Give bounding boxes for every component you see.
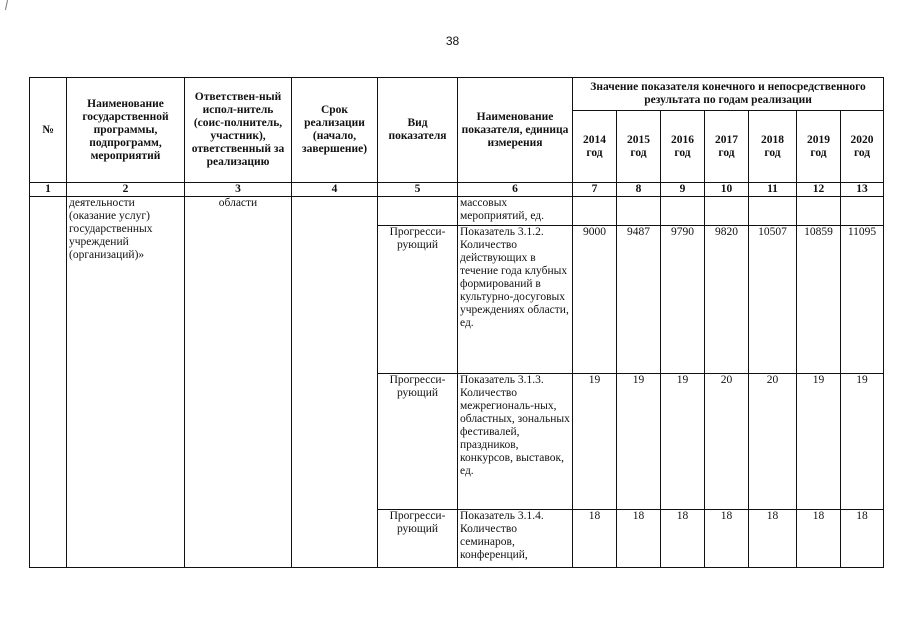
responsible-cell: области	[185, 197, 292, 568]
page-number: 38	[445, 34, 460, 48]
value-cell: 18	[705, 510, 749, 568]
value-cell: 20	[749, 374, 797, 510]
value-cell: 18	[749, 510, 797, 568]
value-cell: 10859	[797, 226, 841, 374]
indicator-type: Прогресси-рующий	[378, 510, 458, 568]
header-year: 2014 год	[573, 111, 617, 183]
column-number: 10	[705, 183, 749, 197]
indicator-type: Прогресси-рующий	[378, 374, 458, 510]
header-indicator-name: Наименование показателя, единица измерения	[458, 78, 573, 183]
indicator-name: Показатель 3.1.3. Количество межрегиональ-ных, областных, зональных фестивалей, праздников, конкурсов, выставок, ед.	[458, 374, 573, 510]
value-cell	[573, 197, 617, 226]
header-no: №	[30, 78, 67, 183]
value-cell: 18	[797, 510, 841, 568]
value-cell: 9000	[573, 226, 617, 374]
column-number: 7	[573, 183, 617, 197]
column-number: 2	[67, 183, 185, 197]
indicator-type: Прогресси-рующий	[378, 226, 458, 374]
indicator-table	[29, 77, 884, 568]
header-year: 2020 год	[841, 111, 884, 183]
value-cell: 19	[617, 374, 661, 510]
header-responsible: Ответствен-ный испол-нитель (соис-полнитель, участник), ответственный за реализацию	[185, 78, 292, 183]
value-cell: 19	[841, 374, 884, 510]
value-cell: 19	[797, 374, 841, 510]
term-cell	[292, 197, 378, 568]
header-indicator-type: Вид показателя	[378, 78, 458, 183]
header-year: 2016 год	[661, 111, 705, 183]
value-cell: 10507	[749, 226, 797, 374]
indicator-name: Показатель 3.1.2. Количество действующих в течение года клубных формирований в культурно-досуговых учреждениях области, ед.	[458, 226, 573, 374]
header-term: Срок реализации (начало, завершение)	[292, 78, 378, 183]
column-number: 11	[749, 183, 797, 197]
value-cell: 19	[573, 374, 617, 510]
value-cell: 11095	[841, 226, 884, 374]
program-name-cell: деятельности (оказание услуг) государственных учреждений (организаций)»	[67, 197, 185, 568]
value-cell	[797, 197, 841, 226]
indicator-type	[378, 197, 458, 226]
column-number: 1	[30, 183, 67, 197]
value-cell: 18	[661, 510, 705, 568]
column-number: 8	[617, 183, 661, 197]
value-cell	[705, 197, 749, 226]
value-cell	[617, 197, 661, 226]
header-year: 2017 год	[705, 111, 749, 183]
value-cell: 19	[661, 374, 705, 510]
header-values-group: Значение показателя конечного и непосредственного результата по годам реализации	[573, 78, 884, 111]
column-number: 5	[378, 183, 458, 197]
header-year: 2018 год	[749, 111, 797, 183]
value-cell: 18	[573, 510, 617, 568]
header-program-name: Наименование государственной программы, подпрограмм, мероприятий	[67, 78, 185, 183]
value-cell: 9790	[661, 226, 705, 374]
value-cell	[661, 197, 705, 226]
column-number: 3	[185, 183, 292, 197]
row-number-cell	[30, 197, 67, 568]
column-number: 6	[458, 183, 573, 197]
indicator-name: массовых мероприятий, ед.	[458, 197, 573, 226]
column-number: 4	[292, 183, 378, 197]
indicator-name: Показатель 3.1.4. Количество семинаров, конференций,	[458, 510, 573, 568]
value-cell: 18	[841, 510, 884, 568]
value-cell: 18	[617, 510, 661, 568]
value-cell	[841, 197, 884, 226]
margin-mark	[5, 0, 8, 10]
header-year: 2015 год	[617, 111, 661, 183]
column-number: 13	[841, 183, 884, 197]
header-year: 2019 год	[797, 111, 841, 183]
column-number: 9	[661, 183, 705, 197]
value-cell: 20	[705, 374, 749, 510]
column-number: 12	[797, 183, 841, 197]
value-cell	[749, 197, 797, 226]
value-cell: 9487	[617, 226, 661, 374]
value-cell: 9820	[705, 226, 749, 374]
